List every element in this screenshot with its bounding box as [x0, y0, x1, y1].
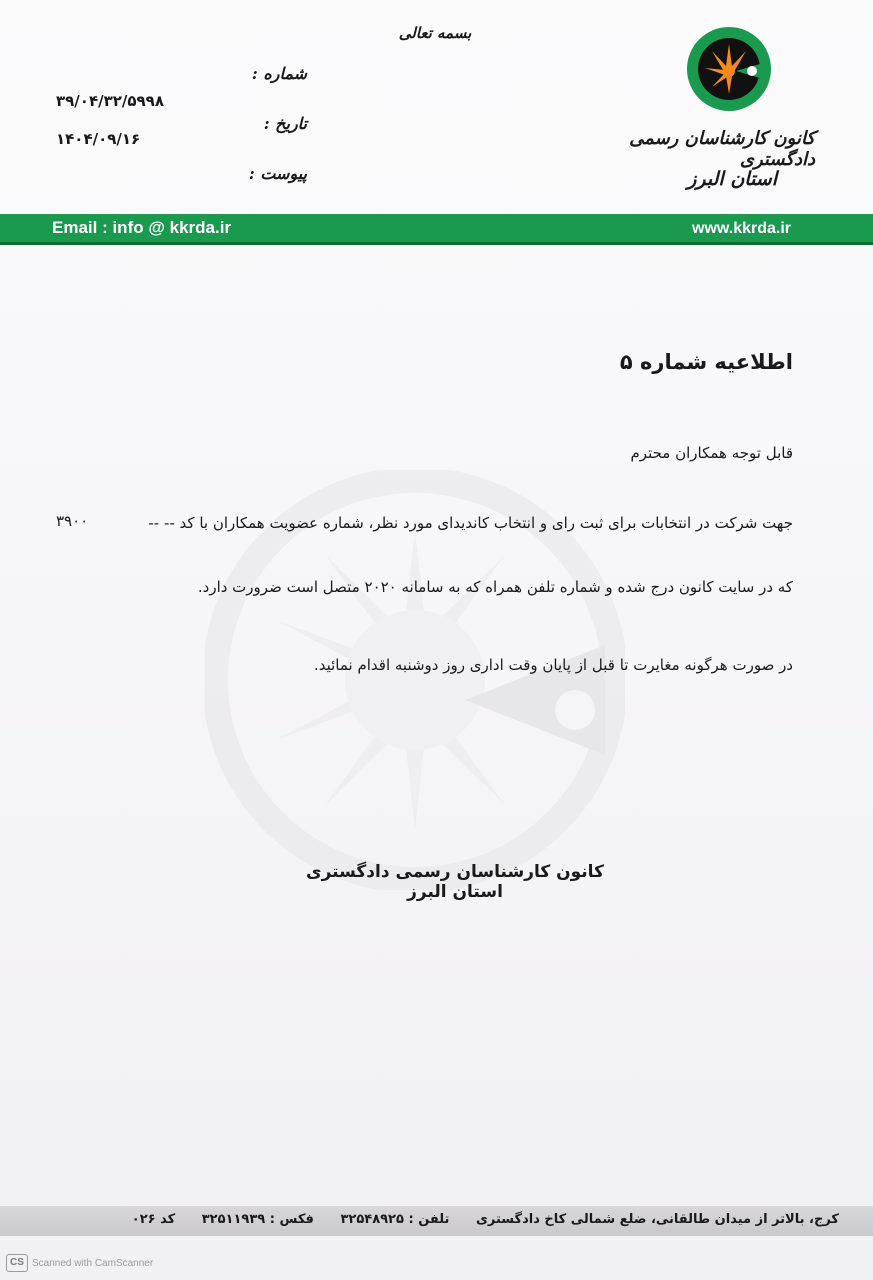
body-line-1: جهت شرکت در انتخابات برای ثبت رای و انتخاب کاندیدای مورد نظر، شماره عضویت همکاران با کد -- -- [148, 514, 793, 532]
greeting-text: قابل توجه همکاران محترم [630, 444, 793, 462]
contact-band [0, 214, 873, 242]
province-name: استان البرز [687, 168, 777, 190]
organization-name: کانون کارشناسان رسمی دادگستری [629, 128, 815, 170]
camscanner-icon: CS [6, 1254, 28, 1272]
body-line-2: که در سایت کانون درج شده و شماره تلفن همراه که به سامانه ۲۰۲۰ متصل است ضرورت دارد. [197, 578, 793, 596]
date-label: تاریخ : [263, 114, 307, 133]
signature-text: کانون کارشناسان رسمی دادگستری استان البرز [306, 862, 604, 902]
footer-contact [20, 1212, 839, 1227]
footer-address: کرج، بالاتر از میدان طالقانی، ضلع شمالی کاخ دادگستری [475, 1212, 839, 1227]
footer-area-code: کد ۰۲۶ [131, 1212, 176, 1227]
watermark-logo-icon [205, 470, 625, 890]
email-link[interactable]: Email : info @ kkrda.ir [52, 218, 232, 237]
website-link[interactable]: www.kkrda.ir [692, 220, 791, 237]
invocation-text: بسمه تعالی [398, 24, 472, 42]
body-line-3: در صورت هرگونه مغایرت تا قبل از پایان وقت اداری روز دوشنبه اقدام نمائید. [313, 656, 793, 674]
letter-date-value: ۱۴۰۴/۰۹/۱۶ [56, 130, 141, 148]
letter-number-value: ۳۹/۰۴/۳۲/۵۹۹۸ [56, 92, 164, 110]
announcement-title: اطلاعیه شماره ۵ [619, 350, 793, 374]
membership-code-value: ۳۹۰۰ [56, 512, 89, 530]
footer-phone: تلفن : ۳۲۵۴۸۹۲۵ [340, 1212, 450, 1227]
footer-band [0, 1206, 873, 1236]
number-label: شماره : [251, 64, 307, 83]
scanner-text: Scanned with CamScanner [32, 1257, 154, 1269]
scanner-watermark [6, 1254, 153, 1272]
attachment-label: پیوست : [248, 164, 307, 183]
footer-fax: فکس : ۳۲۵۱۱۹۳۹ [201, 1212, 314, 1227]
organization-logo-icon [686, 26, 772, 112]
